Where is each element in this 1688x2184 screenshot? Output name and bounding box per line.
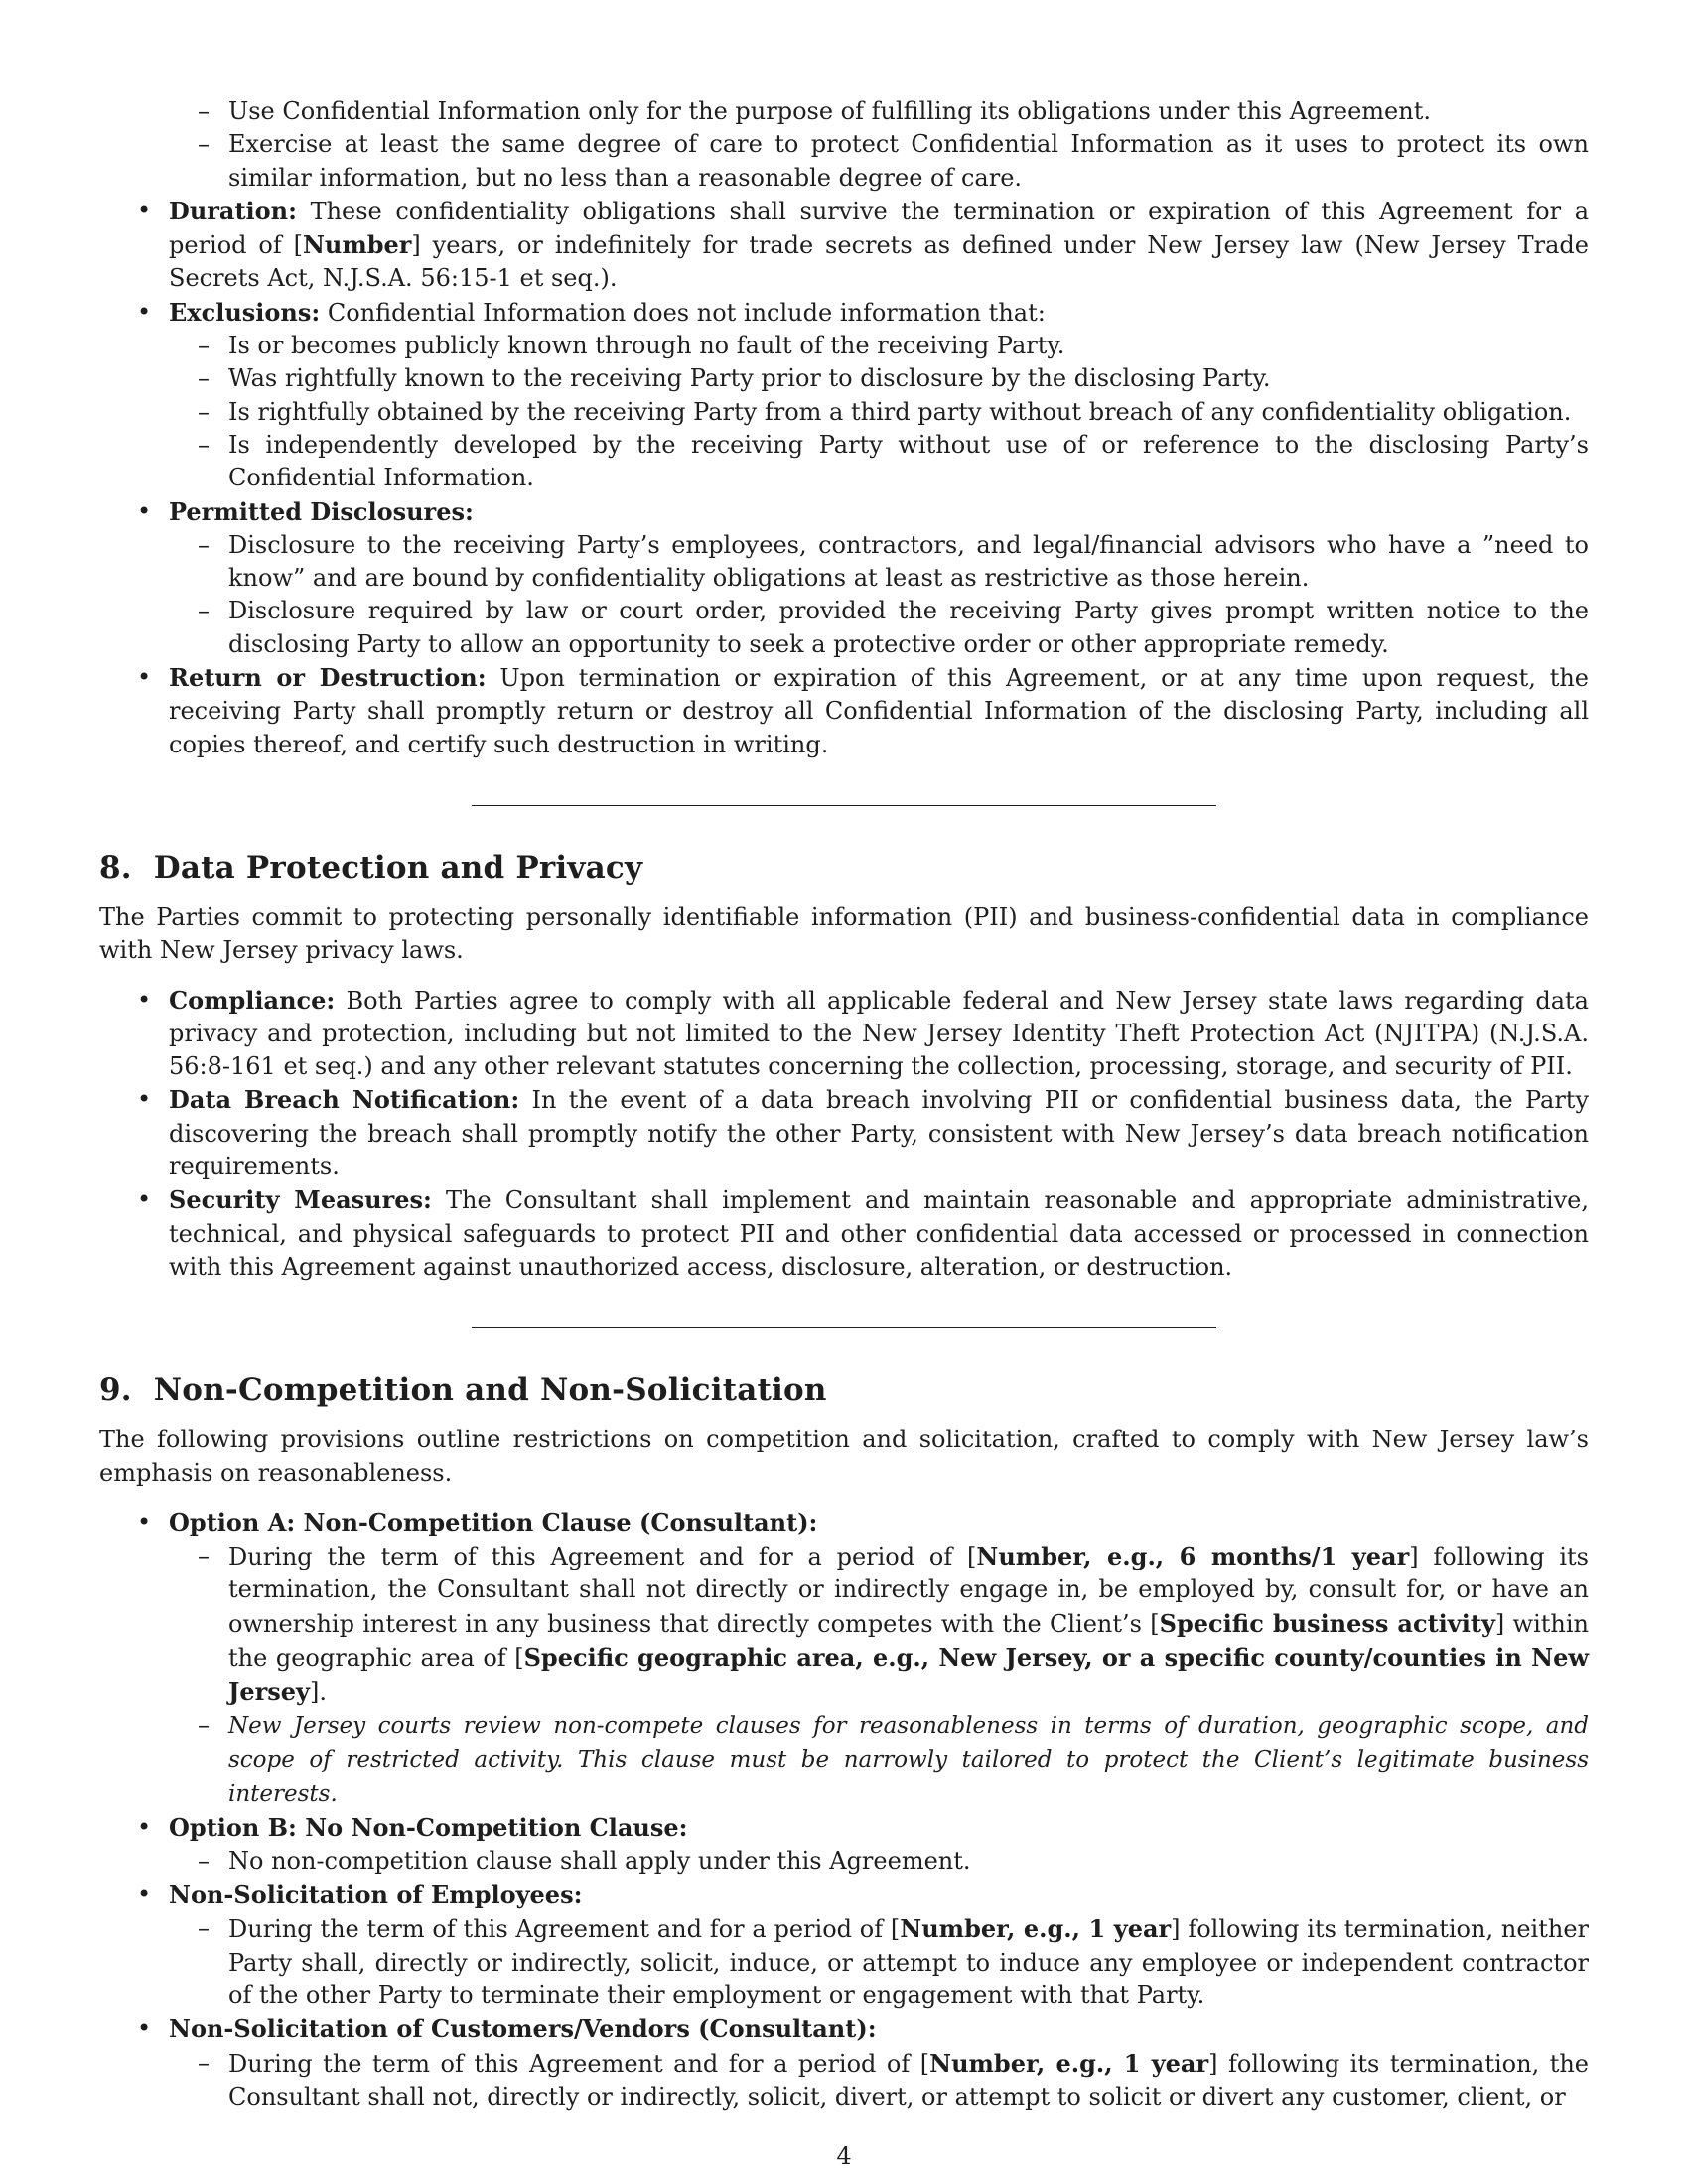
option-a-note: New Jersey courts review non-compete clauses for reasonableness in terms of duration, geographic scope, and scope of restricted activity. This clause must be narrowly tailored to protect the Client’s legitimate business interests.: [228, 1712, 1589, 1808]
breach-text: In the event of a data breach involving PII or confidential business data, the Party discovering the breach shall promptly notify the other Party, consistent with New Jersey’s data breach notification requirements.: [169, 1086, 1590, 1181]
customers-label: Non-Solicitation of Customers/Vendors (Consultant):: [169, 2014, 877, 2044]
list-item: [99, 1912, 1589, 2012]
list-item: – Is rightfully obtained by the receiving Party from a third party without breach of any confidentiality obligation.: [99, 396, 1589, 429]
list-item: – Exercise at least the same degree of care to protect Confidential Information as it uses to protect its own similar information, but no less than a reasonable degree of care.: [99, 128, 1589, 195]
option-a-item: [99, 1506, 1589, 1812]
security-label: Security Measures:: [169, 1185, 432, 1215]
text: ] within the geographic area of [: [228, 1609, 1590, 1672]
data-protection-list: [99, 984, 1589, 1285]
customers-item: [99, 2012, 1589, 2114]
customers-sublist: [169, 2047, 1589, 2115]
exclusions-sublist: [169, 330, 1589, 494]
section-8-heading: 8. Data Protection and Privacy: [99, 849, 643, 886]
security-text: The Consultant shall implement and maintain reasonable and appropriate administrative, technical, and physical safeguards to protect PII and other confidential data accessed or processed in connection with this Agreement against unauthorized access, disclosure, alteration, or destruction.: [169, 1186, 1589, 1281]
text: ] following its termination, the Consultant shall not directly or indirectly engage in, be employed by, consult for, or have an ownership interest in any business that directly competes with the Client’s [: [228, 1543, 1589, 1638]
duration-text-2: ] years, or indefinitely for trade secrets as defined under New Jersey law (New Jersey Trade Secrets Act, N.J.S.A. 56:15-1 et seq.).: [169, 231, 1590, 293]
option-b-sublist: [169, 1845, 1589, 1878]
list-item: – Was rightfully known to the receiving Party prior to disclosure by the disclosing Party.: [99, 362, 1589, 395]
confidentiality-list: [99, 195, 1589, 761]
list-item: – Is or becomes publicly known through no fault of the receiving Party.: [99, 330, 1589, 362]
compliance-text: Both Parties agree to comply with all applicable federal and New Jersey state laws regarding data privacy and protection, including but not limited to the New Jersey Identity Theft Protection Act (NJITPA) (N.J.S.A. 56:8-161 et seq.) and any other relevant statutes concerning the collection, processing, storage, and security of PII.: [169, 986, 1589, 1081]
placeholder-text: Number, e.g., 1 year: [929, 2048, 1209, 2078]
employees-label: Non-Solicitation of Employees:: [169, 1880, 583, 1910]
list-item: – Disclosure to the receiving Party’s employees, contractors, and legal/financial advisors who have a ”need to know” and are bound by confidentiality obligations at least as restrictive as those herein.: [99, 529, 1589, 596]
section-9-intro: The following provisions outline restrictions on competition and solicitation, crafted to comply with New Jersey law’s emphasis on reasonableness.: [99, 1426, 1589, 1487]
list-item: – Disclosure required by law or court order, provided the receiving Party gives prompt written notice to the disclosing Party to allow an opportunity to seek a protective order or other appropriate remedy.: [99, 595, 1589, 661]
document-page: [99, 95, 1589, 2114]
section-8-intro: The Parties commit to protecting personally identifiable information (PII) and business-confidential data in compliance with New Jersey privacy laws.: [99, 902, 1589, 965]
exclusions-item: [99, 296, 1589, 495]
placeholder-text: Specific business activity: [1159, 1608, 1495, 1638]
duration-text: These confidentiality obligations shall survive the termination or expiration of this Agreement for a period of [: [169, 197, 1589, 260]
option-a-sublist: [169, 1540, 1589, 1811]
option-b-item: [99, 1811, 1589, 1878]
text: ] following its termination, the Consultant shall not, directly or indirectly, solicit, divert, or attempt to solicit or divert any customer, client, or: [228, 2049, 1590, 2111]
return-label: Return or Destruction:: [169, 663, 487, 693]
list-item: [99, 2047, 1589, 2115]
permitted-item: [99, 495, 1589, 661]
return-item: [99, 661, 1589, 761]
text: During the term of this Agreement and for a period of [: [228, 1543, 977, 1571]
return-text: Upon termination or expiration of this Agreement, or at any time upon request, the receiving Party shall promptly return or destroy all Confidential Information of the disclosing Party, including all copies thereof, and certify such destruction in writing.: [169, 664, 1589, 758]
security-item: [99, 1183, 1589, 1284]
option-a-label: Option A: Non-Competition Clause (Consultant):: [169, 1507, 818, 1537]
text: ].: [310, 1678, 327, 1706]
list-item: – Is independently developed by the receiving Party without use of or reference to the disclosing Party’s Confidential Information.: [99, 429, 1589, 495]
obligations-list: [99, 95, 1589, 195]
duration-item: [99, 195, 1589, 296]
employees-sublist: [169, 1912, 1589, 2012]
breach-item: [99, 1083, 1589, 1183]
list-item: – Use Confidential Information only for the purpose of fulfilling its obligations under this Agreement.: [99, 95, 1589, 128]
placeholder-text: Number, e.g., 6 months/1 year: [976, 1542, 1410, 1571]
non-compete-list: [99, 1506, 1589, 2114]
placeholder-text: Number, e.g., 1 year: [900, 1914, 1172, 1944]
section-9-heading: 9. Non-Competition and Non-Solicitation: [99, 1372, 827, 1409]
page-number: 4: [836, 2142, 852, 2170]
breach-label: Data Breach Notification:: [169, 1085, 520, 1115]
compliance-item: [99, 984, 1589, 1084]
permitted-label: Permitted Disclosures:: [169, 496, 474, 526]
employees-item: [99, 1878, 1589, 2012]
duration-label: Duration:: [169, 196, 297, 225]
duration-number: Number: [302, 230, 412, 260]
text: During the term of this Agreement and for a period of [: [228, 2049, 930, 2078]
exclusions-label: Exclusions:: [169, 297, 321, 327]
list-item: [99, 1709, 1589, 1812]
text: During the term of this Agreement and for a period of [: [228, 1915, 901, 1944]
placeholder-text: Specific geographic area, e.g., New Jersey, or a specific county/counties in New Jersey: [228, 1642, 1590, 1706]
exclusions-text: Confidential Information does not include information that:: [320, 298, 1046, 327]
option-b-label: Option B: No Non-Competition Clause:: [169, 1813, 688, 1843]
text: ] following its termination, neither Party shall, directly or indirectly, solicit, induce, or attempt to induce any employee or independent contractor of the other Party to terminate their employment or engagement with that Party.: [228, 1915, 1589, 2009]
permitted-sublist: [169, 529, 1589, 661]
compliance-label: Compliance:: [169, 985, 336, 1015]
list-item: [99, 1540, 1589, 1708]
list-item: – No non-competition clause shall apply under this Agreement.: [99, 1845, 1589, 1878]
